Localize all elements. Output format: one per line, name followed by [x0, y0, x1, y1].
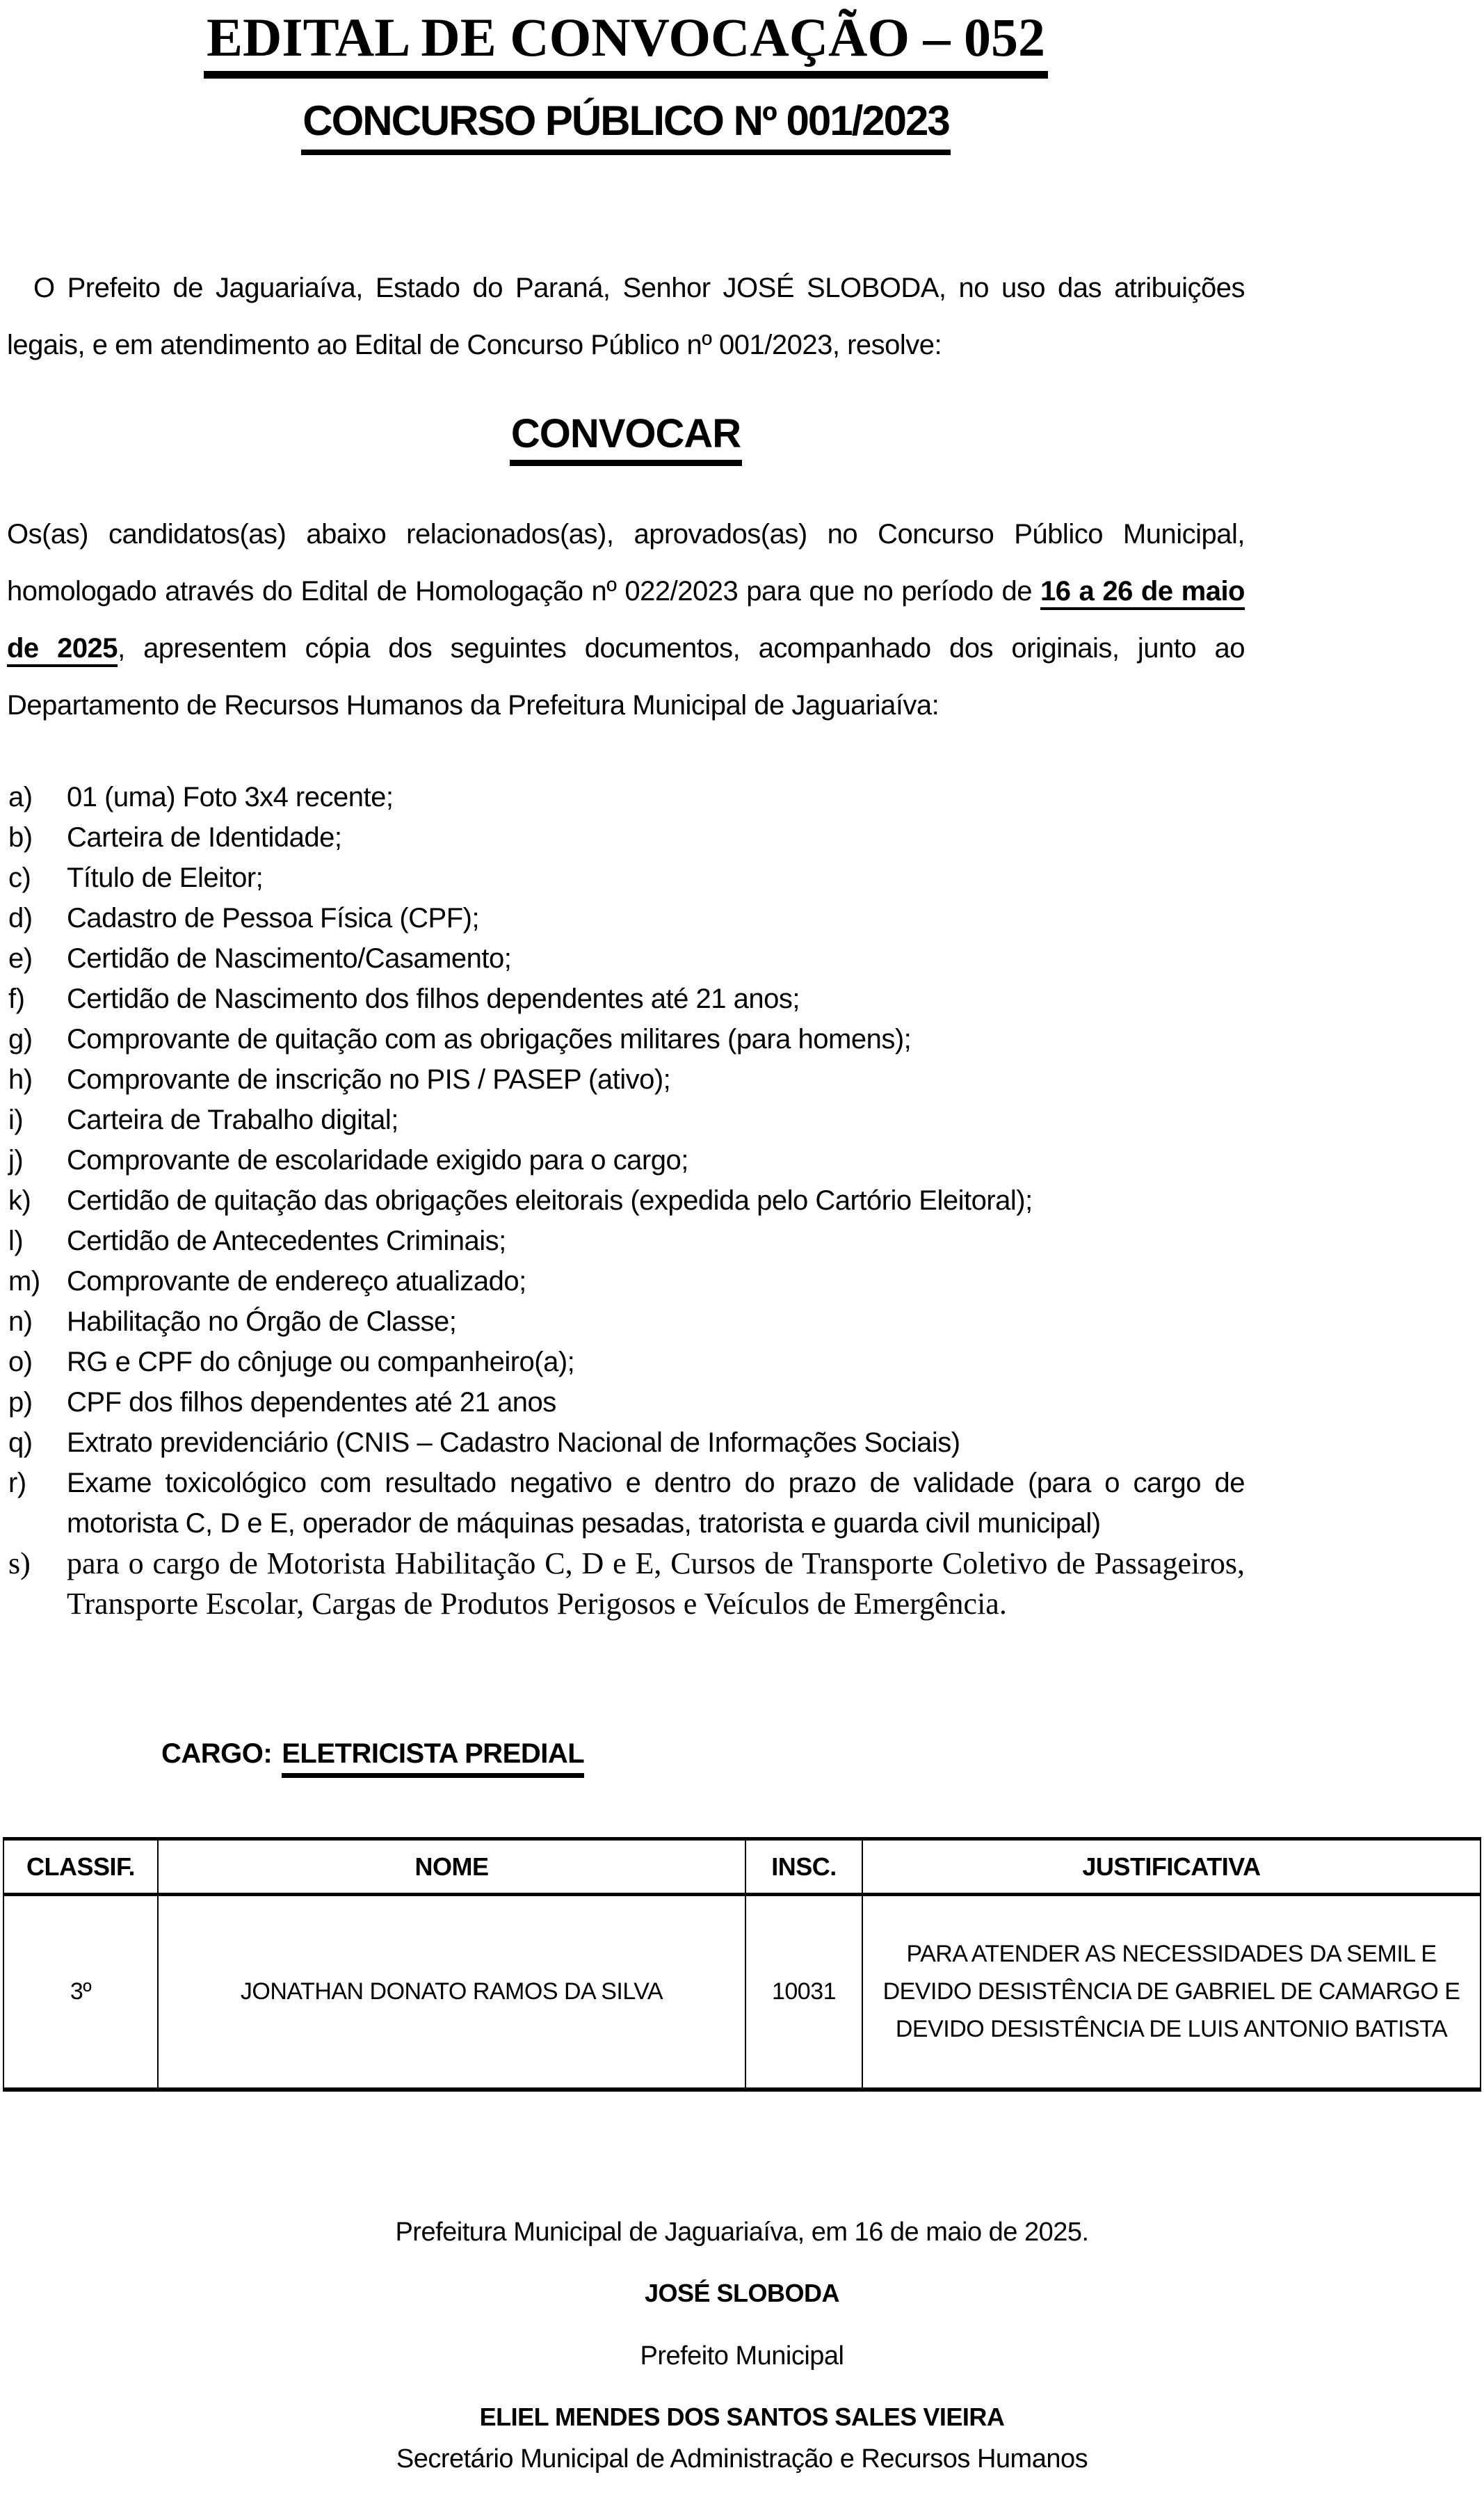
list-item-text: Certidão de Antecedentes Criminais; — [67, 1226, 506, 1256]
list-item-marker: n) — [8, 1306, 33, 1337]
list-item — [8, 1019, 1245, 1059]
list-item — [8, 1301, 1245, 1342]
list-item — [8, 1544, 1245, 1624]
list-item — [8, 938, 1245, 979]
list-item-text: CPF dos filhos dependentes até 21 anos — [67, 1387, 556, 1418]
list-item-marker: a) — [8, 782, 33, 812]
list-item — [8, 1100, 1245, 1140]
list-item-text: Comprovante de escolaridade exigido para o cargo; — [67, 1145, 688, 1176]
required-documents-list — [7, 777, 1245, 1624]
list-item — [8, 1180, 1245, 1221]
concurso-subtitle-row — [7, 97, 1245, 155]
list-item-text: Certidão de quitação das obrigações eleitorais (expedida pelo Cartório Eleitoral); — [67, 1185, 1033, 1216]
list-item-text: Certidão de Nascimento/Casamento; — [67, 943, 512, 974]
list-item-text: Carteira de Trabalho digital; — [67, 1105, 398, 1135]
table-header-classif: CLASSIF. — [3, 1839, 158, 1895]
convocation-table — [3, 1837, 1481, 2092]
list-item — [8, 1422, 1245, 1463]
cargo-label: CARGO: — [161, 1738, 273, 1769]
list-item-text: Extrato previdenciário (CNIS – Cadastro Nacional de Informações Sociais) — [67, 1427, 960, 1458]
list-item-text: Certidão de Nascimento dos filhos dependentes até 21 anos; — [67, 984, 800, 1014]
mayor-name: JOSÉ SLOBODA — [644, 2278, 840, 2307]
list-item-marker: e) — [8, 943, 33, 974]
list-item — [8, 898, 1245, 938]
list-item — [8, 1382, 1245, 1422]
list-item-text: RG e CPF do cônjuge ou companheiro(a); — [67, 1347, 575, 1377]
list-item-marker: p) — [8, 1387, 33, 1418]
table-header-justificativa: JUSTIFICATIVA — [862, 1839, 1481, 1895]
list-item-marker: b) — [8, 822, 33, 853]
list-item-marker: g) — [8, 1024, 33, 1055]
list-item — [8, 817, 1245, 858]
secretary-name: ELIEL MENDES DOS SANTOS SALES VIEIRA — [479, 2402, 1005, 2431]
edital-title-row — [7, 6, 1245, 79]
cargo-value: ELETRICISTA PREDIAL — [282, 1737, 584, 1778]
list-item-marker: c) — [8, 863, 31, 893]
table-cell-justificativa: PARA ATENDER AS NECESSIDADES DA SEMIL E DEVIDO DESISTÊNCIA DE GABRIEL DE CAMARGO E DEVIDO DESISTÊNCIA DE LUIS ANTONIO BATISTA — [862, 1895, 1481, 2090]
convocation-paragraph — [7, 506, 1245, 734]
list-item-text: Título de Eleitor; — [67, 863, 264, 893]
table-cell-classif: 3º — [3, 1895, 158, 2090]
table-cell-nome: JONATHAN DONATO RAMOS DA SILVA — [158, 1895, 745, 2090]
edital-title: EDITAL DE CONVOCAÇÃO – 052 — [204, 6, 1048, 79]
list-item — [8, 858, 1245, 898]
list-item — [8, 1261, 1245, 1301]
secretary-title: Secretário Municipal de Administração e Recursos Humanos — [396, 2444, 1088, 2474]
table-header-insc: INSC. — [745, 1839, 862, 1895]
table-header-row — [3, 1839, 1481, 1895]
list-item — [8, 1342, 1245, 1382]
table-cell-insc: 10031 — [745, 1895, 862, 2090]
list-item-marker: l) — [8, 1226, 24, 1256]
mayor-title: Prefeito Municipal — [640, 2341, 844, 2371]
list-item-marker: o) — [8, 1347, 33, 1377]
list-item-marker: q) — [8, 1427, 33, 1458]
list-item-marker: m) — [8, 1266, 40, 1297]
list-item — [8, 1140, 1245, 1180]
list-item-marker: s) — [8, 1546, 31, 1580]
list-item-text: Comprovante de endereço atualizado; — [67, 1266, 526, 1297]
list-item-text: Comprovante de quitação com as obrigações militares (para homens); — [67, 1024, 912, 1055]
document-footer — [0, 2217, 1484, 2474]
list-item-marker: r) — [8, 1468, 26, 1498]
convocation-text-part1: Os(as) candidatos(as) abaixo relacionados(as), aprovados(as) no Concurso Público Municipal, homologado através do Edital de Homologação nº 022/2023 para que no período de — [7, 519, 1245, 607]
convocar-heading-row — [7, 411, 1245, 466]
list-item-text: 01 (uma) Foto 3x4 recente; — [67, 782, 394, 812]
list-item — [8, 777, 1245, 817]
list-item-marker: j) — [8, 1145, 24, 1176]
list-item — [8, 979, 1245, 1019]
list-item — [8, 1059, 1245, 1100]
list-item-marker: k) — [8, 1185, 31, 1216]
convocation-text-part2: , apresentem cópia dos seguintes documentos, acompanhado dos originais, junto ao Departamento de Recursos Humanos da Prefeitura Municipal de Jaguariaíva: — [7, 633, 1245, 721]
list-item-text: Comprovante de inscrição no PIS / PASEP (ativo); — [67, 1064, 671, 1095]
footer-date-line: Prefeitura Municipal de Jaguariaíva, em 16 de maio de 2025. — [395, 2217, 1089, 2247]
table-header-nome: NOME — [158, 1839, 745, 1895]
list-item — [8, 1221, 1245, 1261]
table-row — [3, 1895, 1481, 2090]
intro-paragraph — [7, 259, 1245, 374]
concurso-subtitle: CONCURSO PÚBLICO Nº 001/2023 — [301, 97, 951, 155]
list-item-marker: i) — [8, 1105, 24, 1135]
list-item — [8, 1463, 1245, 1544]
document-header — [7, 0, 1245, 155]
list-item-text: Exame toxicológico com resultado negativo e dentro do prazo de validade (para o cargo de motorista C, D e E, operador de máquinas pesadas, tratorista e guarda civil municipal) — [67, 1468, 1245, 1539]
list-item-text: Habilitação no Órgão de Classe; — [67, 1306, 457, 1337]
list-item-marker: h) — [8, 1064, 33, 1095]
list-item-text: para o cargo de Motorista Habilitação C, D e E, Cursos de Transporte Coletivo de Passageiros, Transporte Escolar, Cargas de Produtos Perigosos e Veículos de Emergência. — [67, 1546, 1245, 1621]
document-content — [7, 0, 1460, 2474]
list-item-marker: f) — [8, 984, 25, 1014]
list-item-text: Cadastro de Pessoa Física (CPF); — [67, 903, 480, 933]
list-item-marker: d) — [8, 903, 33, 933]
convocar-heading: CONVOCAR — [510, 414, 742, 466]
list-item-text: Carteira de Identidade; — [67, 822, 342, 853]
intro-paragraph-text: O Prefeito de Jaguariaíva, Estado do Paraná, Senhor JOSÉ SLOBODA, no uso das atribuições legais, e em atendimento ao Edital de Concurso Público nº 001/2023, resolve: — [7, 273, 1245, 360]
convocation-date-range: 16 a 26 de maio de 2025 — [7, 576, 1245, 664]
cargo-line — [161, 1737, 1245, 1778]
